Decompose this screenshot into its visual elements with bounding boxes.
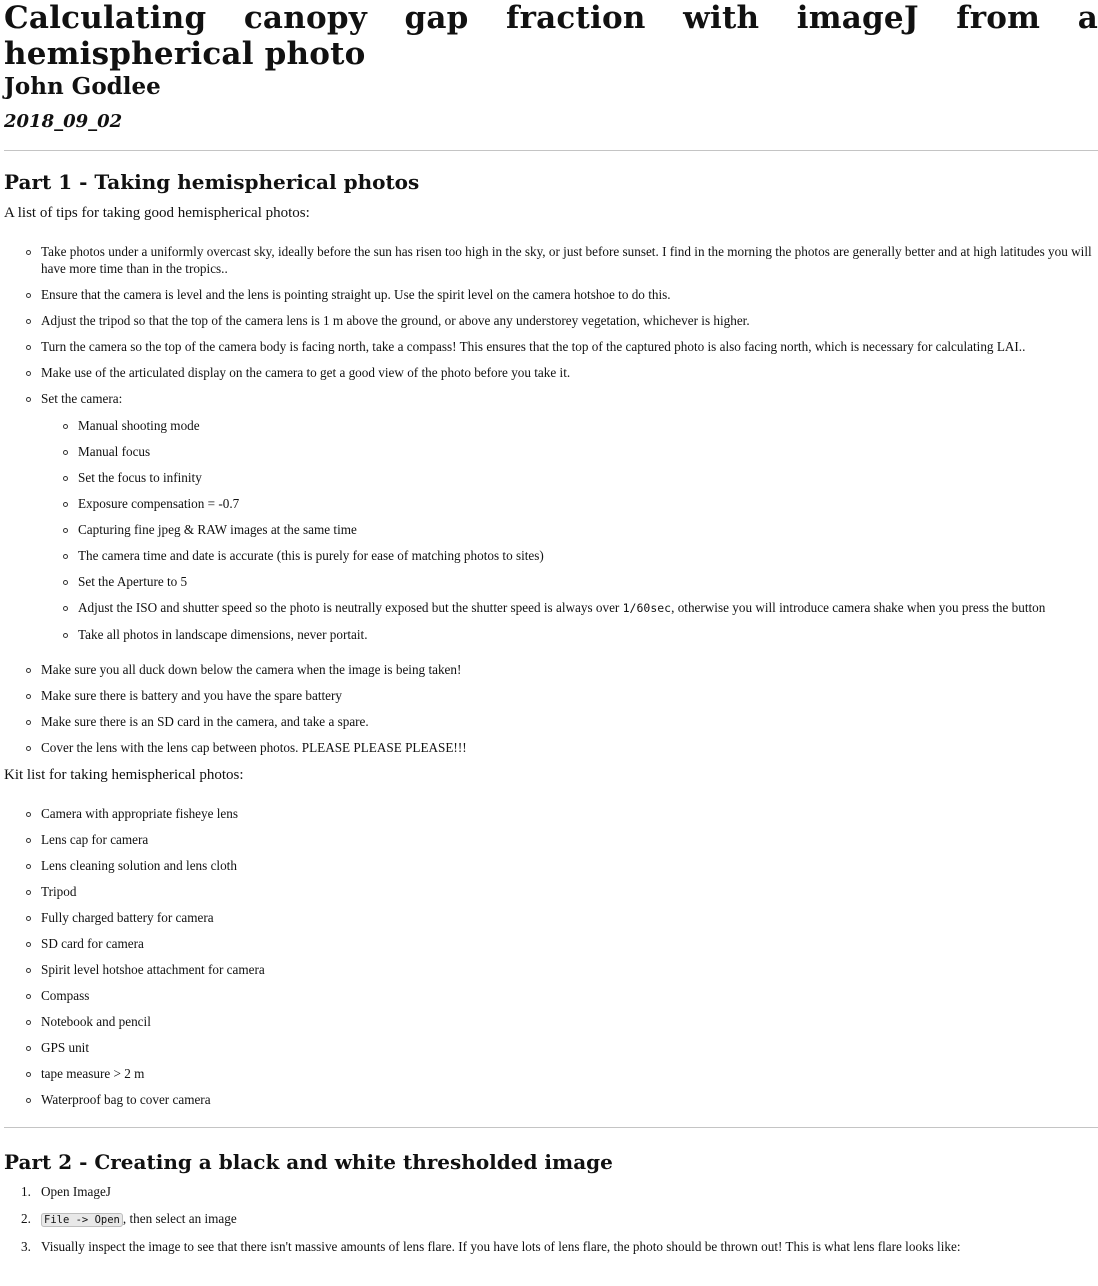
list-item [78, 469, 1098, 486]
list-item-text: Make sure there is battery and you have the spare battery [41, 688, 342, 703]
list-item-text: Adjust the ISO and shutter speed so the photo is neutrally exposed but the shutter speed is always over [78, 600, 623, 615]
bullet-icon [26, 864, 31, 869]
bullet-icon [26, 746, 31, 751]
list-item-text: Lens cap for camera [41, 832, 149, 847]
steps-list [4, 1183, 1098, 1255]
shutter-speed-code: 1/60sec [622, 601, 672, 615]
list-item [78, 599, 1098, 617]
list-item-text: Waterproof bag to cover camera [41, 1092, 211, 1107]
list-item-text: Notebook and pencil [41, 1014, 151, 1029]
list-item [41, 1065, 1098, 1082]
list-item-text: GPS unit [41, 1040, 90, 1055]
bullet-icon [26, 968, 31, 973]
document [4, 0, 1098, 1255]
list-item [41, 883, 1098, 900]
list-item [41, 390, 1098, 643]
list-item [78, 495, 1098, 512]
author-name: John Godlee [4, 73, 161, 100]
list-item [41, 1013, 1098, 1030]
step-number: 2. [21, 1210, 31, 1226]
section-divider [4, 1127, 1098, 1128]
list-item [78, 626, 1098, 643]
bullet-icon [26, 1098, 31, 1103]
list-item-text: Tripod [41, 884, 77, 899]
bullet-icon [63, 633, 68, 638]
bullet-icon [26, 1020, 31, 1025]
bullet-icon [26, 668, 31, 673]
bullet-icon [26, 942, 31, 947]
step-text: Visually inspect the image to see that there isn't massive amounts of lens flare. If you have lots of lens flare, the photo should be thrown out! This is what lens flare looks like: [41, 1239, 961, 1254]
list-item-text: Camera with appropriate fisheye lens [41, 806, 239, 821]
list-item-text: Capturing fine jpeg & RAW images at the same time [78, 522, 357, 537]
list-item [78, 547, 1098, 564]
list-item-text: Lens cleaning solution and lens cloth [41, 858, 237, 873]
list-item [41, 338, 1098, 355]
list-item [41, 805, 1098, 822]
bullet-icon [26, 319, 31, 324]
list-item-text: Set the camera: [41, 391, 123, 406]
bullet-icon [26, 1046, 31, 1051]
bullet-icon [26, 1072, 31, 1077]
step-number: 3. [21, 1239, 31, 1254]
list-item-text: tape measure > 2 m [41, 1066, 145, 1081]
list-item [41, 286, 1098, 303]
list-item-text: Manual shooting mode [78, 418, 200, 433]
list-item [41, 831, 1098, 848]
list-item [41, 857, 1098, 874]
bullet-icon [63, 554, 68, 559]
list-item-text: Spirit level hotshoe attachment for camera [41, 962, 265, 977]
list-item [78, 443, 1098, 460]
list-item [78, 573, 1098, 590]
tips-intro: A list of tips for taking good hemispherical photos: [4, 205, 310, 221]
list-item-text: , otherwise you will introduce camera shake when you press the button [671, 600, 1046, 615]
document-date: 2018_09_02 [4, 111, 123, 132]
list-item-text: Make sure you all duck down below the camera when the image is being taken! [41, 662, 462, 677]
list-item [41, 687, 1098, 704]
section-heading-part-2: Part 2 - Creating a black and white thresholded image [4, 1150, 613, 1174]
list-item [41, 1091, 1098, 1108]
bullet-icon [26, 838, 31, 843]
kit-list [4, 805, 1098, 1108]
step-number: 1. [21, 1184, 31, 1199]
list-item [41, 961, 1098, 978]
bullet-icon [26, 250, 31, 255]
bullet-icon [63, 502, 68, 507]
bullet-icon [26, 994, 31, 999]
step-item [21, 1238, 1098, 1255]
step-text: Open ImageJ [41, 1184, 111, 1199]
bullet-icon [63, 450, 68, 455]
kit-intro: Kit list for taking hemispherical photos: [4, 767, 244, 783]
list-item [41, 739, 1098, 756]
bullet-icon [26, 812, 31, 817]
bullet-icon [63, 580, 68, 585]
list-item-text: Set the focus to infinity [78, 470, 202, 485]
step-item [21, 1183, 1098, 1200]
step-item [21, 1210, 1098, 1229]
list-item-text: Turn the camera so the top of the camera body is facing north, take a compass! This ensures that the top of the captured photo is also facing north, which is necessary for calculating LAI.. [41, 339, 1026, 354]
list-item [41, 935, 1098, 952]
list-item-text: Ensure that the camera is level and the lens is pointing straight up. Use the spirit level on the camera hotshoe to do this. [41, 287, 671, 302]
bullet-icon [63, 606, 68, 611]
step-text: , then select an image [122, 1210, 237, 1226]
tips-list [4, 243, 1098, 756]
section-heading-part-1: Part 1 - Taking hemispherical photos [4, 170, 420, 194]
list-item [78, 521, 1098, 538]
list-item-text: The camera time and date is accurate (this is purely for ease of matching photos to sites) [78, 548, 544, 563]
list-item [41, 713, 1098, 730]
list-item-text: Make sure there is an SD card in the camera, and take a spare. [41, 714, 369, 729]
list-item-text: Take all photos in landscape dimensions, never portait. [78, 627, 368, 642]
list-item [41, 364, 1098, 381]
list-item [41, 1039, 1098, 1056]
list-item [41, 661, 1098, 678]
list-item-text: Make use of the articulated display on the camera to get a good view of the photo before you take it. [41, 365, 571, 380]
list-item-text: SD card for camera [41, 936, 144, 951]
bullet-icon [26, 293, 31, 298]
list-item [41, 243, 1098, 277]
bullet-icon [26, 397, 31, 402]
bullet-icon [63, 528, 68, 533]
menu-path-code: File -> Open [41, 1213, 123, 1227]
bullet-icon [26, 371, 31, 376]
page-title: Calculating canopy gap fraction with imageJ from a hemispherical photo [4, 0, 1098, 72]
list-item-text: Exposure compensation = -0.7 [78, 496, 240, 511]
bullet-icon [26, 916, 31, 921]
list-item [41, 312, 1098, 329]
list-item-text: Set the Aperture to 5 [78, 574, 188, 589]
camera-settings-list [41, 417, 1098, 643]
list-item-text: Manual focus [78, 444, 151, 459]
header-divider [4, 150, 1098, 151]
bullet-icon [26, 890, 31, 895]
list-item-text: Cover the lens with the lens cap between photos. PLEASE PLEASE PLEASE!!! [41, 740, 467, 755]
bullet-icon [26, 345, 31, 350]
list-item-text: Compass [41, 988, 90, 1003]
list-item [41, 909, 1098, 926]
list-item [78, 417, 1098, 434]
bullet-icon [26, 720, 31, 725]
list-item-text: Adjust the tripod so that the top of the camera lens is 1 m above the ground, or above any understorey vegetation, whichever is higher. [41, 313, 750, 328]
bullet-icon [63, 476, 68, 481]
list-item [41, 987, 1098, 1004]
bullet-icon [63, 424, 68, 429]
list-item-text: Fully charged battery for camera [41, 910, 214, 925]
list-item-text: Take photos under a uniformly overcast sky, ideally before the sun has risen too high in the sky, or just before sunset. I find in the morning the photos are generally better and at high latitudes you will have more time than in the tropics.. [41, 244, 1092, 276]
bullet-icon [26, 694, 31, 699]
